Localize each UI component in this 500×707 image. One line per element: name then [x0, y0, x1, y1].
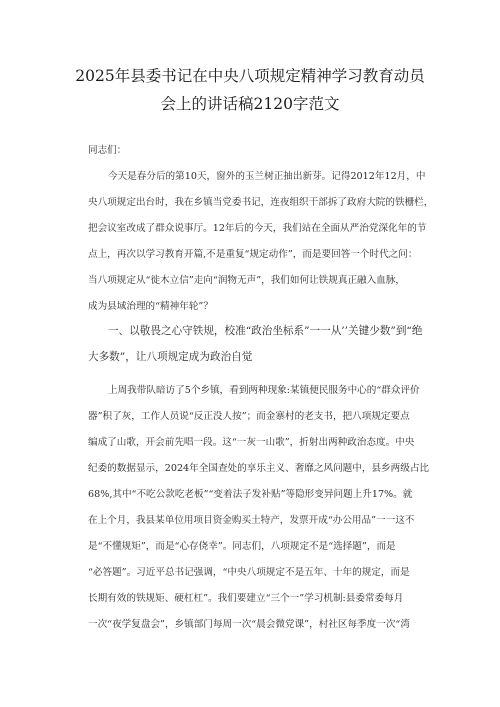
paragraph-2-line: 长期有效的铁规矩、硬杠杠”。我们要建立“三个一”学习机制:县委常委每月 — [88, 593, 404, 604]
paragraph-1-line: 央八项规定出台时，我在乡镇当党委书记，连夜组织干部拆了政府大院的铁栅栏， — [88, 197, 434, 208]
paragraph-1-line: 今天是春分后的第10天，窗外的玉兰树正抽出新芽。记得2012年12月，中 — [108, 171, 426, 182]
section-heading-line: 大多数”，让八项规定成为政治自觉 — [88, 351, 253, 363]
paragraph-2-line: 68%,其中“不吃公款吃老板”“变着法子发补贴”等隐形变异问题上升17%。就 — [88, 489, 413, 500]
paragraph-1-line: 当八项规定从“徙木立信”走向“润物无声”，我们如何让铁规真正融入血脉， — [88, 275, 406, 286]
paragraph-2-line: 上周我带队暗访了5个乡镇，看到两种现象:某镇便民服务中心的“群众评价 — [108, 385, 420, 396]
paragraph-2-line: 一次“夜学复盘会”，乡镇部门每周一次“晨会微党课”，村社区每季度一次“湾 — [88, 619, 410, 630]
section-heading-line: 一、以敬畏之心守铁规，校准“政治坐标系”一一从’’关键少数”到“绝 — [108, 325, 423, 337]
paragraph-2-line: 纪委的数据显示，2024年全国查处的享乐主义、奢靡之风问题中，县乡两级占比 — [88, 463, 430, 474]
paragraph-2-line: 是“不懂规矩”，而是“心存侥幸”。同志们，八项规定不是“选择题”，而是 — [88, 541, 396, 552]
paragraph-2-line: 器”积了灰，工作人员说“反正没人按”；而金寨村的老支书，把八项规定要点 — [88, 411, 410, 422]
document-title-line-2: 会上的讲话稿2120字范文 — [160, 95, 340, 113]
document-title-line-1: 2025年县委书记在中央八项规定精神学习教育动员 — [75, 67, 425, 85]
paragraph-2-line: “必答题”。习近平总书记强调，“中央八项规定不是五年、十年的规定，而是 — [88, 567, 410, 578]
paragraph-1-line: 把会议室改成了群众说事厅。12年后的今天，我们站在全面从严治党深化年的节 — [88, 223, 427, 234]
paragraph-2-line: 编成了山歌，开会前先唱一段。这“一灰一山歌”，折射出两种政治态度。中央 — [88, 437, 415, 448]
paragraph-2-line: 在上个月，我县某单位用项目资金购买土特产，发票开成“办公用品”一一这不 — [88, 515, 415, 526]
paragraph-1-line: 成为县域治理的“精神年轮”？ — [88, 301, 213, 312]
greeting: 同志们： — [88, 145, 127, 156]
paragraph-1-line: 点上，再次以学习教育开篇,不是重复“规定动作”，而是要回答一个时代之问： — [88, 249, 418, 260]
